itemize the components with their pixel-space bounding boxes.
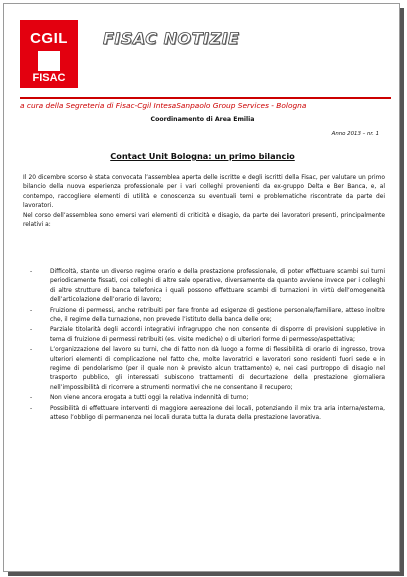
logo-white-bar bbox=[38, 51, 60, 71]
cgil-fisac-logo bbox=[20, 20, 78, 88]
list-item: - Difficoltà, stante un diverso regime orario e della prestazione professionale, di poter effettuare scambi sui turni periodicamente fissati, coi colleghi di altre sale operative, diversamente da quanto avviene invece per i colleghi di altre strutture di banca telefonica i quali possono effettuare scambi di turnazioni in virtù dell’omogeneità dell’articolazione dell’orario di lavoro; bbox=[30, 269, 385, 304]
list-item: - Possibilità di effettuare interventi di maggiore aereazione dei locali, potenziando il mix tra aria interna/esterna, atteso l’obbligo di permanenza nei locali durata tutta la durata della prestazione lavorativa. bbox=[30, 405, 385, 422]
logo-bottom-text: FISAC bbox=[32, 72, 66, 84]
list-item: - Fruizione di permessi, anche retribuiti per fare fronte ad esigenze di gestione personale/familiare, atteso inoltre che, il regime della turnazione, non prevede l’istituto della banca delle ore; bbox=[30, 307, 385, 324]
article-title: Contact Unit Bologna: un primo bilancio bbox=[110, 151, 295, 161]
list-item: - Parziale titolarità degli accordi integrativi infragruppo che non consente di disporre di previsioni suppletive in tema di fruizione di permessi retribuiti (es. visite mediche) o di ulteriori forme di permesso/aspettativa; bbox=[30, 327, 385, 343]
paragraph-intro: Il 20 dicembre scorso è stata convocata l’assemblea aperta delle iscritte e degli iscritti della Fisac, per valutare un primo bilancio della nuova esperienza professionale per i vari colleghi provenienti da ex-gruppo Delta e Ber Banca, e, al contempo, raccogliere elementi di utilità e conoscenza su eventuali temi e problematiche riscontrate da parte dei lavoratori. bbox=[23, 175, 385, 210]
list-item-text: Possibilità di effettuare interventi di maggiore aereazione dei locali, potenziando il mix tra aria interna/esterna, atteso l’obbligo di permanenza nei locali durata tutta la durata della prestazione lavorativa. bbox=[50, 405, 385, 422]
article-body bbox=[23, 174, 385, 230]
list-item: - Non viene ancora erogata a tutti oggi la relativa indennità di turno; bbox=[30, 395, 249, 402]
header-divider bbox=[20, 97, 391, 99]
coordination-line: Coordinamento di Area Emilia bbox=[150, 116, 255, 123]
logo-top-text: CGIL bbox=[30, 30, 68, 47]
list-item-text: Fruizione di permessi, anche retribuiti per fare fronte ad esigenze di gestione personale/familiare, atteso inoltre che, il regime della turnazione, non prevede l’istituto della banca delle ore; bbox=[50, 307, 385, 324]
list-item-text: Difficoltà, stante un diverso regime orario e della prestazione professionale, di poter effettuare scambi sui turni periodicamente fissati, coi colleghi di altre sale operative, diversamente da quanto avviene invece per i colleghi di altre strutture di banca telefonica i quali possono effettuare scambi di turnazioni in virtù dell’omogeneità dell’articolazione dell’orario di lavoro; bbox=[50, 269, 385, 304]
list-item-text: L’organizzazione del lavoro su turni, che di fatto non dà luogo a forme di flessibilità di orario di ingresso, trova ulteriori elementi di complicazione nel fatto che, molte lavoratrici e lavoratori sono residenti fuori sede e in regime di pendolarismo (per il quale non è previsto alcun trattamento) e, nei casi purtroppo di disagio nel trasporto pubblico, gli interessati subiscono trattamenti di decurtazione della prestazione giornaliera nell’impossibilità di ricorrere a strumenti normativi che ne consentano il recupero; bbox=[50, 347, 385, 391]
page-shadow-right bbox=[400, 8, 404, 575]
document-page bbox=[3, 3, 400, 572]
list-item-text: Non viene ancora erogata a tutti oggi la relativa indennità di turno; bbox=[50, 395, 249, 402]
list-item-text: Parziale titolarità degli accordi integrativi infragruppo che non consente di disporre di previsioni suppletive in tema di fruizione di permessi retribuiti (es. visite mediche) o di ulteriori forme di permesso/aspettativa; bbox=[50, 327, 385, 343]
masthead-title: FISAC NOTIZIE bbox=[103, 29, 240, 48]
list-item: - L’organizzazione del lavoro su turni, che di fatto non dà luogo a forme di flessibilità di orario di ingresso, trova ulteriori elementi di complicazione nel fatto che, molte lavoratrici e lavoratori sono residenti fuori sede e in regime di pendolarismo (per il quale non è previsto alcun trattamento) e, nei casi purtroppo di disagio nel trasporto pubblico, gli interessati subiscono trattamenti di decurtazione della prestazione giornaliera nell’impossibilità di ricorrere a strumenti normativi che ne consentano il recupero; bbox=[30, 347, 385, 391]
issue-number: Anno 2013 – nr. 1 bbox=[331, 131, 379, 137]
page-shadow-bottom bbox=[8, 572, 404, 576]
paragraph-issues: Nel corso dell’assemblea sono emersi vari elementi di criticità e disagio, da parte dei lavoratori presenti, principalmente relativi a: bbox=[23, 212, 385, 229]
issues-list bbox=[30, 268, 385, 425]
byline: a cura della Segreteria di Fisac-Cgil IntesaSanpaolo Group Services - Bologna bbox=[20, 101, 307, 110]
